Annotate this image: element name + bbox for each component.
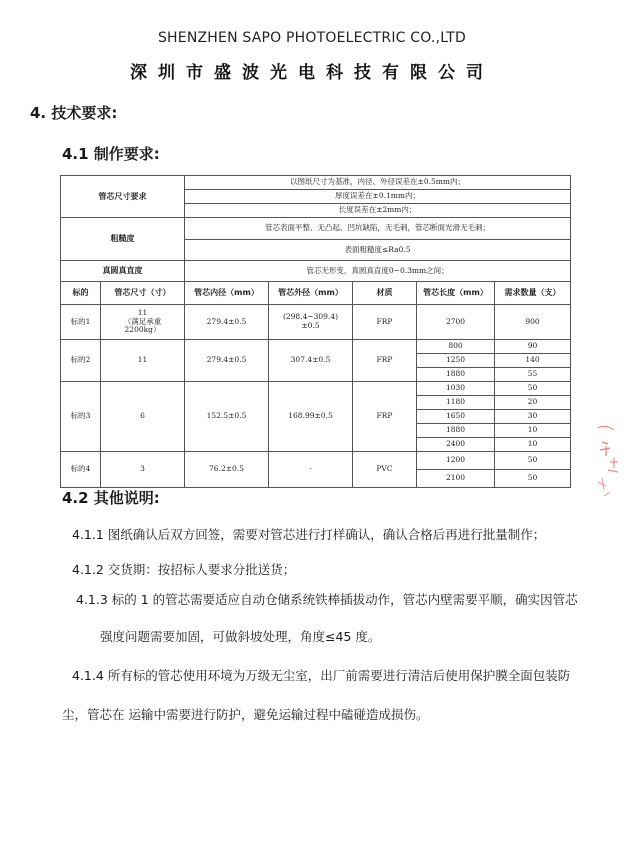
item-length: 1880 (417, 424, 495, 438)
col-header: 管芯外径（mm） (269, 282, 353, 305)
item-length: 1180 (417, 396, 495, 410)
item-outer-diameter: 307.4±0.5 (269, 340, 353, 382)
item-inner-diameter: 76.2±0.5 (185, 452, 269, 488)
subsection-title-manufacturing: 4.1 制作要求: (62, 145, 160, 163)
size-req-label: 管芯尺寸要求 (61, 176, 185, 218)
item-size: 6 (101, 382, 185, 452)
item-outer-diameter: (298.4~309.4) ±0.5 (269, 305, 353, 340)
roundness-label: 真圆真直度 (61, 261, 185, 282)
item-inner-diameter: 279.4±0.5 (185, 340, 269, 382)
section-title: 4. 技术要求: (30, 104, 118, 122)
item-size: 3 (101, 452, 185, 488)
item-id: 标的2 (61, 340, 101, 382)
item-quantity: 20 (495, 396, 571, 410)
col-header: 材质 (353, 282, 417, 305)
item-quantity: 50 (495, 382, 571, 396)
note-4-1-1: 4.1.1 图纸确认后双方回签，需要对管芯进行打样确认，确认合格后再进行批量制作； (72, 527, 546, 542)
item-length: 1030 (417, 382, 495, 396)
table-row (61, 382, 571, 396)
item-length: 1650 (417, 410, 495, 424)
item-quantity: 50 (495, 452, 571, 470)
table-row (61, 452, 571, 470)
col-header: 标的 (61, 282, 101, 305)
item-quantity: 50 (495, 470, 571, 488)
item-length: 1200 (417, 452, 495, 470)
item-quantity: 90 (495, 340, 571, 354)
spec-table (60, 175, 571, 488)
roughness-line: 管芯表面平整、无凸起、凹坑缺陷，无毛刺，管芯断面光滑无毛刺； (185, 218, 571, 240)
item-length: 2400 (417, 438, 495, 452)
col-header: 管芯内径（mm） (185, 282, 269, 305)
note-4-1-3-continued: 强度问题需要加固，可做斜坡处理，角度≤45 度。 (100, 629, 381, 644)
item-size: 11 （满足承重 2200kg） (101, 305, 185, 340)
item-length: 1250 (417, 354, 495, 368)
size-req-line: 以图纸尺寸为基准，内径、外径误差在±0.5mm内； (185, 176, 571, 190)
col-header: 需求数量（支） (495, 282, 571, 305)
item-material: PVC (353, 452, 417, 488)
item-length: 2700 (417, 305, 495, 340)
note-4-1-4: 4.1.4 所有标的管芯使用环境为万级无尘室，出厂前需要进行清洁后使用保护膜全面包装防 (72, 668, 571, 683)
subsection-title-notes: 4.2 其他说明: (62, 489, 160, 507)
size-req-line: 长度误差在±2mm内； (185, 204, 571, 218)
item-quantity: 140 (495, 354, 571, 368)
item-inner-diameter: 279.4±0.5 (185, 305, 269, 340)
item-outer-diameter: 168.99±0.5 (269, 382, 353, 452)
table-row (61, 340, 571, 354)
note-4-1-3: 4.1.3 标的 1 的管芯需要适应自动仓储系统铁棒插拔动作，管芯内壁需要平顺，确实因管芯 (76, 592, 578, 607)
item-quantity: 55 (495, 368, 571, 382)
roundness-text: 管芯无形变，真圆真直度0~0.3mm之间； (185, 261, 571, 282)
item-length: 1880 (417, 368, 495, 382)
roughness-line: 表面粗糙度≤Ra0.5 (185, 240, 571, 261)
table-row (61, 305, 571, 340)
item-inner-diameter: 152.5±0.5 (185, 382, 269, 452)
item-size: 11 (101, 340, 185, 382)
col-header: 管芯长度（mm） (417, 282, 495, 305)
item-length: 800 (417, 340, 495, 354)
col-header: 管芯尺寸（寸） (101, 282, 185, 305)
item-outer-diameter: - (269, 452, 353, 488)
item-id: 标的4 (61, 452, 101, 488)
item-quantity: 30 (495, 410, 571, 424)
company-name-en: SHENZHEN SAPO PHOTOELECTRIC CO.,LTD (157, 30, 467, 46)
item-length: 2100 (417, 470, 495, 488)
size-req-line: 厚度误差在±0.1mm内； (185, 190, 571, 204)
item-quantity: 10 (495, 424, 571, 438)
roughness-label: 粗糙度 (61, 218, 185, 261)
item-material: FRP (353, 305, 417, 340)
item-material: FRP (353, 340, 417, 382)
company-name-cn: 深圳市盛波光电科技有限公司 (130, 63, 494, 83)
item-material: FRP (353, 382, 417, 452)
item-quantity: 900 (495, 305, 571, 340)
note-4-1-2: 4.1.2 交货期：按招标人要求分批送货； (72, 562, 296, 577)
item-id: 标的3 (61, 382, 101, 452)
item-id: 标的1 (61, 305, 101, 340)
seal-stamp-fragment (592, 420, 624, 510)
note-4-1-4-continued: 尘，管芯在 运输中需要进行防护，避免运输过程中磕碰造成损伤。 (62, 707, 429, 722)
item-quantity: 10 (495, 438, 571, 452)
